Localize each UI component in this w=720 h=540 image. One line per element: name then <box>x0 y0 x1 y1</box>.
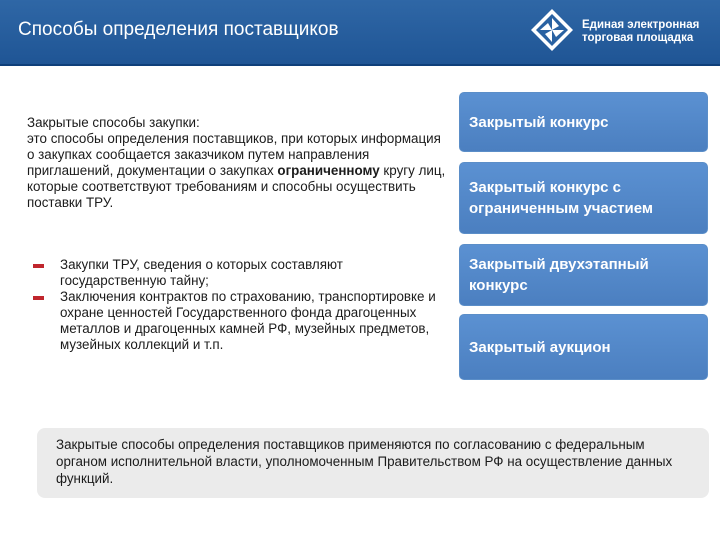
intro-bold-word: ограниченному <box>277 163 380 178</box>
logo-line-1: Единая электронная <box>582 19 700 31</box>
method-card-label: Закрытый конкурс с ограниченным участием <box>469 179 653 217</box>
bullet-marker-icon <box>33 264 44 268</box>
intro-body <box>27 131 447 211</box>
bullet-text: Закупки ТРУ, сведения о которых составляют государственную тайну; <box>60 257 343 288</box>
method-card-label: Закрытый конкурс <box>469 113 609 131</box>
bullet-list <box>33 257 453 353</box>
intro-heading: Закрытые способы закупки: <box>27 115 200 130</box>
slide-title: Способы определения поставщиков <box>18 19 339 40</box>
bullet-marker-icon <box>33 296 44 300</box>
method-card <box>459 162 708 234</box>
method-card <box>459 244 708 306</box>
method-card <box>459 314 708 380</box>
intro-paragraph <box>27 115 447 211</box>
logo-text <box>582 19 699 45</box>
header-divider <box>0 64 720 66</box>
bullet-item <box>33 257 453 289</box>
intro-text-end: кругу лиц, которые соответствуют требованиям и способны осуществить поставки ТРУ. <box>27 163 446 210</box>
method-card-label: Закрытый аукцион <box>469 338 611 356</box>
method-card-label: Закрытый двухэтапный конкурс <box>469 256 649 294</box>
method-card <box>459 92 708 152</box>
bullet-item <box>33 289 453 353</box>
header-bar <box>0 0 720 64</box>
platform-logo <box>530 8 710 58</box>
intro-text-start: это способы определения поставщиков, при которых информация о закупках сообщается заказчиком путем направления приглашений, документации о закупках <box>27 131 441 178</box>
note-box <box>37 428 709 498</box>
note-text: Закрытые способы определения поставщиков применяются по согласованию с федеральным органом исполнительной власти, уполномоченным Правительством РФ на осуществление данных функций. <box>56 437 673 486</box>
logo-mark-icon <box>530 8 574 52</box>
logo-line-2: торговая площадка <box>582 32 694 44</box>
bullet-text: Заключения контрактов по страхованию, транспортировке и охране ценностей Государственного фонда драгоценных металлов и драгоценных камней РФ, музейных предметов, музейных коллекций и т.п. <box>60 289 436 352</box>
